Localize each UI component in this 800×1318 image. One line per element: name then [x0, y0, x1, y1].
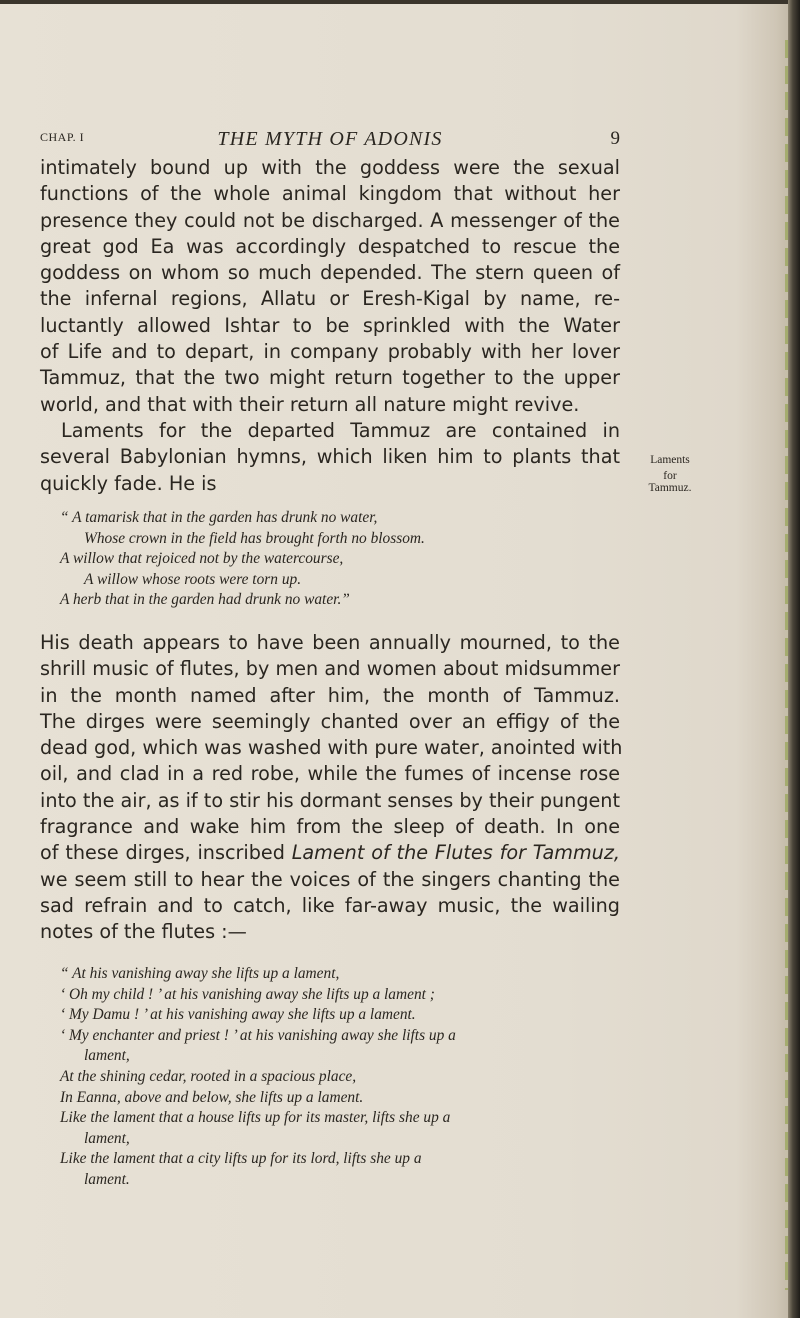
text-line: His death appears to have been annually mourned, to the — [40, 631, 620, 654]
verse-line: “ A tamarisk that in the garden has drunk no water, — [60, 509, 378, 526]
verse-line: ‘ Oh my child ! ’ at his vanishing away she lifts up a lament ; — [60, 985, 435, 1003]
paragraph-2 — [40, 418, 620, 497]
text-line — [40, 840, 620, 866]
text-line: world, and that with their return all nature might revive. — [40, 392, 580, 416]
lament-title: Lament of the Flutes for Tammuz, — [291, 841, 620, 865]
text-line: Laments for the departed Tammuz are contained in — [61, 419, 620, 442]
verse-tamarisk — [60, 508, 620, 611]
running-title: THE MYTH OF ADONIS — [217, 128, 443, 150]
text-line: fragrance and wake him from the sleep of death. In one — [40, 815, 620, 839]
text-line: goddess on whom so much depended. The stern queen of — [40, 261, 620, 285]
verse-line: ‘ My enchanter and priest ! ’ at his vanishing away she lifts up a — [60, 1026, 456, 1044]
marginal-note-line: Tammuz. — [648, 482, 692, 494]
text-line: intimately bound up with the goddess were the sexual — [40, 156, 620, 179]
paragraph-1 — [40, 155, 620, 418]
marginal-note-line: Laments — [650, 454, 690, 466]
text-line: The dirges were seemingly chanted over an effigy of the — [40, 709, 620, 733]
verse-line: “ At his vanishing away she lifts up a lament, — [60, 965, 340, 982]
text-line: of Life and to depart, in company probably with her lover — [40, 340, 620, 364]
text-line: Tammuz, that the two might return together to the upper — [40, 366, 620, 390]
running-header — [40, 128, 620, 152]
text-line: luctantly allowed Ishtar to be sprinkled with the Water — [40, 313, 620, 337]
book-spine — [788, 0, 800, 1318]
paragraph-3 — [40, 630, 623, 946]
verse-line: A herb that in the garden had drunk no water.” — [60, 591, 350, 609]
chapter-label: CHAP. I — [40, 130, 85, 144]
verse-line: At the shining cedar, rooted in a spacious place, — [60, 1067, 357, 1085]
text-line: functions of the whole animal kingdom that without her — [40, 182, 620, 206]
text-fragment: of these dirges, inscribed — [40, 841, 292, 865]
text-line: into the air, as if to stir his dormant senses by their pungent — [40, 788, 620, 812]
verse-line: lament, — [84, 1047, 130, 1065]
verse-lament-of-flutes — [60, 964, 620, 1191]
verse-line: A willow whose roots were torn up. — [84, 570, 302, 588]
text-line: presence they could not be discharged. A messenger of the — [40, 208, 620, 232]
marginal-note-line: for — [663, 470, 677, 482]
verse-line: In Eanna, above and below, she lifts up a lament. — [60, 1088, 364, 1106]
text-line: great god Ea was accordingly despatched to rescue the — [40, 234, 620, 258]
verse-line: ‘ My Damu ! ’ at his vanishing away she lifts up a lament. — [60, 1006, 416, 1024]
verse-line: Whose crown in the field has brought forth no blossom. — [84, 529, 425, 547]
verse-line: lament, — [84, 1129, 130, 1147]
page-number: 9 — [610, 128, 620, 149]
marginal-note — [620, 454, 720, 494]
verse-line: lament. — [84, 1170, 130, 1188]
text-line: oil, and clad in a red robe, while the fumes of incense rose — [40, 762, 620, 786]
page-top-edge — [0, 0, 800, 4]
text-line: the infernal regions, Allatu or Eresh-Kigal by name, re- — [40, 287, 620, 311]
verse-line: Like the lament that a house lifts up for its master, lifts she up a — [60, 1109, 451, 1127]
text-line: several Babylonian hymns, which liken him to plants that — [40, 445, 620, 469]
verse-line: Like the lament that a city lifts up for its lord, lifts she up a — [60, 1150, 422, 1168]
text-line: we seem still to hear the voices of the singers chanting the — [40, 867, 620, 891]
text-line: in the month named after him, the month of Tammuz. — [40, 683, 620, 707]
text-line: notes of the flutes :— — [40, 920, 247, 944]
text-line: quickly fade. He is — [40, 471, 217, 495]
text-line: sad refrain and to catch, like far-away music, the wailing — [40, 893, 620, 917]
text-line: dead god, which was washed with pure water, anointed with — [40, 736, 623, 760]
verse-line: A willow that rejoiced not by the watercourse, — [60, 550, 344, 568]
text-line: shrill music of flutes, by men and women about midsummer — [40, 657, 620, 681]
